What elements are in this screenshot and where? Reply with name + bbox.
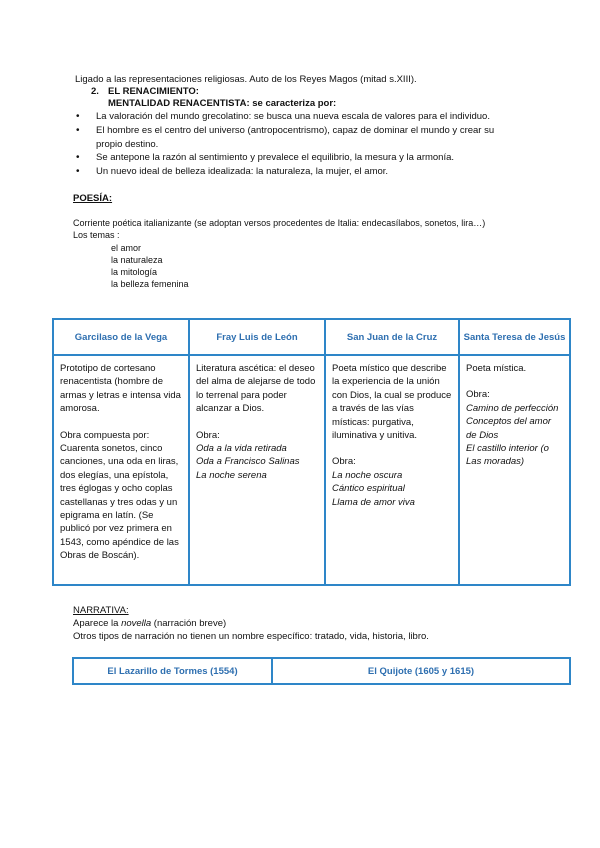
bullet-icon: • [76,152,80,163]
bullet-icon: • [76,166,80,177]
aparece-novella: novella [121,618,152,629]
aparece-pre: Aparece la [73,618,122,629]
table-row [73,658,570,684]
fray-luis-work: Oda a la vida retirada [196,443,287,455]
san-juan-obra-label: Obra: [332,456,356,468]
table-header-row [53,319,570,355]
religious-line: Ligado a las representaciones religiosas. Auto de los Reyes Magos (mitad s.XIII). [75,74,417,85]
bullet-item: Un nuevo ideal de belleza idealizada: la naturaleza, la mujer, el amor. [96,166,389,177]
garcilaso-obra: Obra compuesta por: Cuarenta sonetos, cinco canciones, una oda en liras, dos elegías, una epístola, tres églogas y ocho coplas castellanas y tres odas y un epigrama en latín. (Se publicó por vez primera en 1543, como apéndice de las Obras de Boscán). [60,429,179,562]
temas-label: Los temas : [73,230,120,240]
header-garcilaso: Garcilaso de la Vega [53,319,189,355]
santa-teresa-work: El castillo interior (o Las moradas) [466,443,549,468]
bullet-item: La valoración del mundo grecolatino: se busca una nueva escala de valores para el individuo. [96,111,490,122]
bullet-item: El hombre es el centro del universo (antropocentrismo), capaz de dominar el mundo y crear su [96,125,495,136]
santa-teresa-obra-label: Obra: [466,389,490,401]
cell-fray-luis [189,355,325,585]
santa-teresa-work: Conceptos del amor de Dios [466,416,552,441]
san-juan-desc: Poeta místico que describe la experiencia de la unión con Dios, la cual se produce a través de las vías místicas: purgativa, iluminativa y unitiva. [332,363,452,442]
aparece-line [73,618,226,630]
corriente-line: Corriente poética italianizante (se adoptan versos procedentes de Italia: endecasílabos, sonetos, lira…) [73,218,486,228]
section-number: 2. [91,86,99,97]
poesia-heading: POESÍA: [73,193,113,204]
san-juan-work: Cántico espiritual [332,483,405,495]
bullet-item: Se antepone la razón al sentimiento y prevalece el equilibrio, la mesura y la armonía. [96,152,455,163]
aparece-post: (narración breve) [151,618,227,629]
fray-luis-work: Oda a Francisco Salinas [196,456,300,468]
tema-item: el amor [111,243,142,253]
santa-teresa-work: Camino de perfección [466,402,559,414]
san-juan-work: La noche oscura [332,469,403,481]
bullet-icon: • [76,125,80,136]
mentalidad-heading: MENTALIDAD RENACENTISTA: se caracteriza por: [108,98,337,109]
quijote-cell: El Quijote (1605 y 1615) [272,658,570,684]
authors-table [52,318,571,586]
cell-san-juan [325,355,459,585]
santa-teresa-desc: Poeta mística. [466,363,527,374]
section-title: EL RENACIMIENTO: [108,86,199,97]
san-juan-work: Llama de amor viva [332,496,415,508]
tema-item: la mitología [111,267,158,277]
header-san-juan: San Juan de la Cruz [325,319,459,355]
tema-item: la naturaleza [111,255,163,265]
narrativa-table [72,657,571,685]
cell-santa-teresa [459,355,570,585]
table-row [53,355,570,585]
fray-luis-obra-label: Obra: [196,429,220,441]
lazarillo-cell: El Lazarillo de Tormes (1554) [73,658,272,684]
tema-item: la belleza femenina [111,279,189,289]
narrativa-heading: NARRATIVA: [73,605,129,616]
header-fray-luis: Fray Luis de León [189,319,325,355]
bullet-item-continuation: propio destino. [96,139,159,150]
fray-luis-desc: Literatura ascética: el deseo del alma de alejarse de todo lo terrenal para poder alcanzar a Dios. [196,363,316,415]
header-santa-teresa: Santa Teresa de Jesús [459,319,570,355]
bullet-icon: • [76,111,80,122]
cell-garcilaso [53,355,189,585]
garcilaso-desc: Prototipo de cortesano renacentista (hombre de armas y letras e intensa vida amorosa. [60,363,181,415]
fray-luis-work: La noche serena [196,469,267,481]
otros-line: Otros tipos de narración no tienen un nombre específico: tratado, vida, historia, libro. [73,631,429,642]
